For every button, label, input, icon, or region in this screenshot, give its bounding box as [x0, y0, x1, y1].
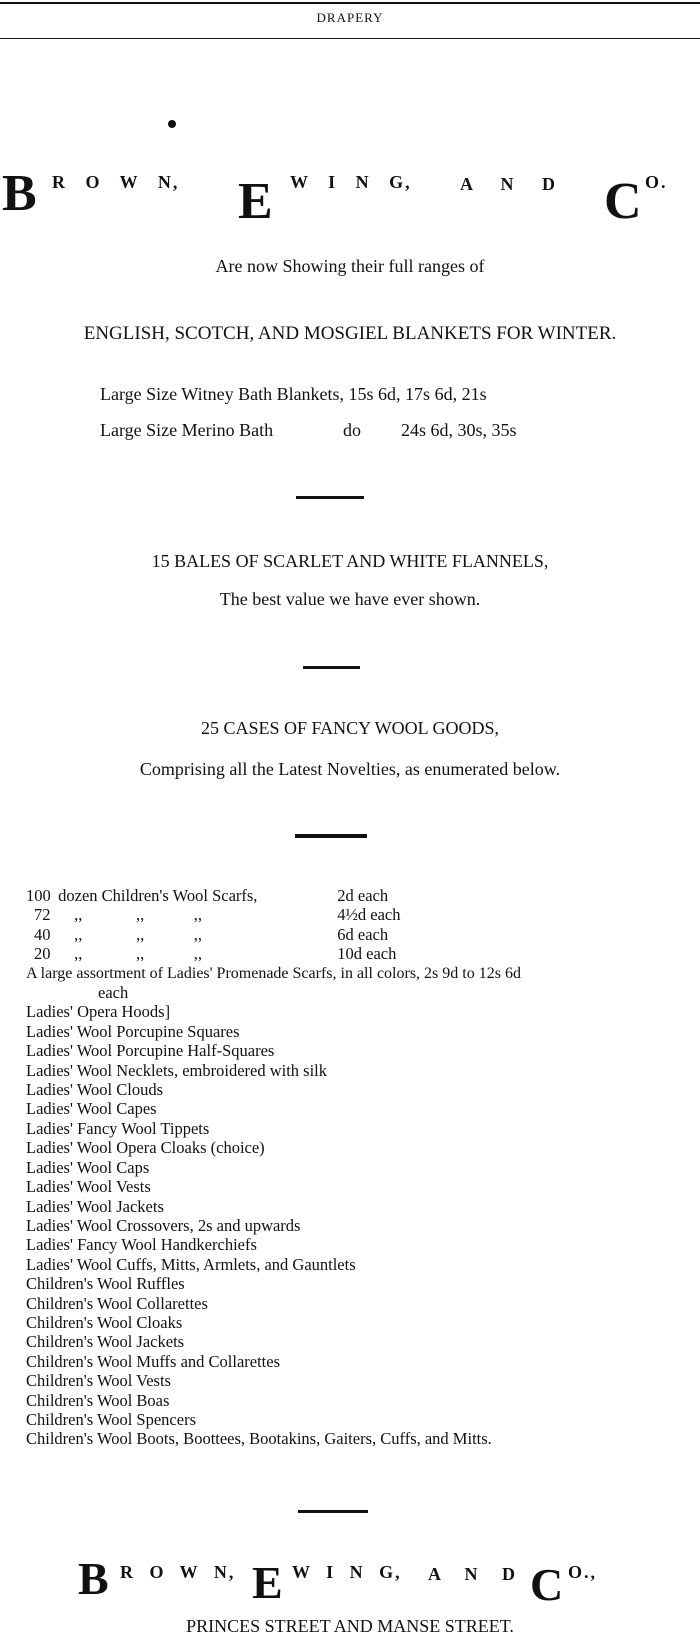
blankets-witney: Large Size Witney Bath Blankets, 15s 6d, 17s 6d, 21s [100, 384, 487, 404]
list-item: Children's Wool Boots, Boottees, Bootakins, Gaiters, Cuffs, and Mitts. [26, 1429, 492, 1449]
firm-word-and: A N D [460, 174, 558, 194]
divider-rule-3 [295, 834, 367, 838]
list-item: Ladies' Wool Porcupine Squares [26, 1021, 240, 1041]
intro-line: Are now Showing their full ranges of [215, 256, 485, 276]
firm-word-and: A N D [428, 1564, 518, 1584]
list-item: 100 dozen Children's Wool Scarfs, 2d each [26, 886, 389, 905]
list-item: Ladies' Wool Jackets [26, 1196, 164, 1216]
list-item: Ladies' Wool Cuffs, Mitts, Armlets, and Gauntlets [26, 1254, 356, 1274]
list-item: Ladies' Wool Vests [26, 1177, 151, 1197]
flannels-heading: 15 BALES OF SCARLET AND WHITE FLANNELS, [151, 551, 549, 571]
list-item: Children's Wool Vests [26, 1371, 171, 1391]
wool-goods-heading: 25 CASES OF FANCY WOOL GOODS, [200, 718, 500, 738]
merino-label: Large Size Merino Bath [100, 420, 274, 440]
wool-goods-sub: Comprising all the Latest Novelties, as enumerated below. [139, 759, 561, 779]
firm-word-brown: R O W N, [52, 172, 180, 192]
firm-name-bottom [0, 1550, 700, 1610]
goods-list [26, 886, 521, 1449]
list-item: Children's Wool Cloaks [26, 1312, 183, 1332]
merino-ditto: do [343, 420, 361, 440]
list-item: Ladies' Fancy Wool Tippets [26, 1118, 210, 1138]
list-item: Children's Wool Jackets [26, 1332, 185, 1352]
list-item: Children's Wool Ruffles [26, 1274, 185, 1294]
list-item: Ladies' Wool Clouds [26, 1080, 164, 1100]
list-item: Children's Wool Boas [26, 1390, 170, 1410]
list-item: 20 ,, ,, ,, 10d each [34, 944, 397, 964]
firm-initial-c: C [530, 1559, 564, 1610]
list-item: Ladies' Wool Necklets, embroidered with silk [26, 1060, 328, 1080]
promenade-line: A large assortment of Ladies' Promenade Scarfs, in all colors, 2s 9d to 12s 6d [26, 964, 521, 982]
firm-initial-b: B [2, 165, 37, 222]
top-rule [0, 2, 700, 4]
firm-word-co: O. [645, 172, 668, 192]
firm-initial-b: B [78, 1553, 109, 1604]
list-item: Ladies' Wool Porcupine Half-Squares [26, 1041, 275, 1061]
list-item: Ladies' Wool Crossovers, 2s and upwards [26, 1215, 301, 1235]
list-item: Children's Wool Collarettes [26, 1293, 208, 1313]
header-rule [0, 38, 700, 39]
list-item: Ladies' Fancy Wool Handkerchiefs [26, 1235, 257, 1255]
list-item: Children's Wool Spencers [26, 1409, 196, 1429]
firm-initial-e: E [252, 1557, 283, 1608]
firm-initial-e: E [238, 173, 273, 230]
list-item: Ladies' Wool Caps [26, 1157, 150, 1177]
list-item: Children's Wool Muffs and Collarettes [26, 1351, 281, 1371]
list-item: 40 ,, ,, ,, 6d each [34, 924, 389, 944]
list-item: Ladies' Wool Capes [26, 1099, 157, 1119]
list-item: 72 ,, ,, ,, 4½d each [34, 905, 401, 925]
merino-prices: 24s 6d, 30s, 35s [401, 420, 517, 440]
address-line: PRINCES STREET AND MANSE STREET. [186, 1616, 514, 1636]
promenade-cont: each [98, 983, 129, 1003]
list-item: Ladies' Opera Hoods] [26, 1002, 171, 1022]
divider-rule-2 [303, 666, 360, 669]
firm-word-ewing: W I N G, [292, 1562, 402, 1582]
firm-initial-c: C [604, 173, 642, 230]
ornament-dot [168, 120, 176, 128]
firm-word-co: O., [568, 1562, 598, 1582]
section-header: DRAPERY [316, 10, 384, 25]
divider-rule-1 [296, 496, 364, 499]
flannels-sub: The best value we have ever shown. [219, 589, 481, 609]
blankets-heading: ENGLISH, SCOTCH, AND MOSGIEL BLANKETS FOR WINTER. [83, 323, 617, 344]
firm-word-ewing: W I N G, [290, 172, 412, 192]
firm-word-brown: R O W N, [120, 1562, 236, 1582]
divider-rule-4 [298, 1510, 368, 1513]
list-item: Ladies' Wool Opera Cloaks (choice) [26, 1138, 265, 1158]
blankets-merino [100, 420, 517, 441]
firm-name-top [0, 160, 700, 230]
